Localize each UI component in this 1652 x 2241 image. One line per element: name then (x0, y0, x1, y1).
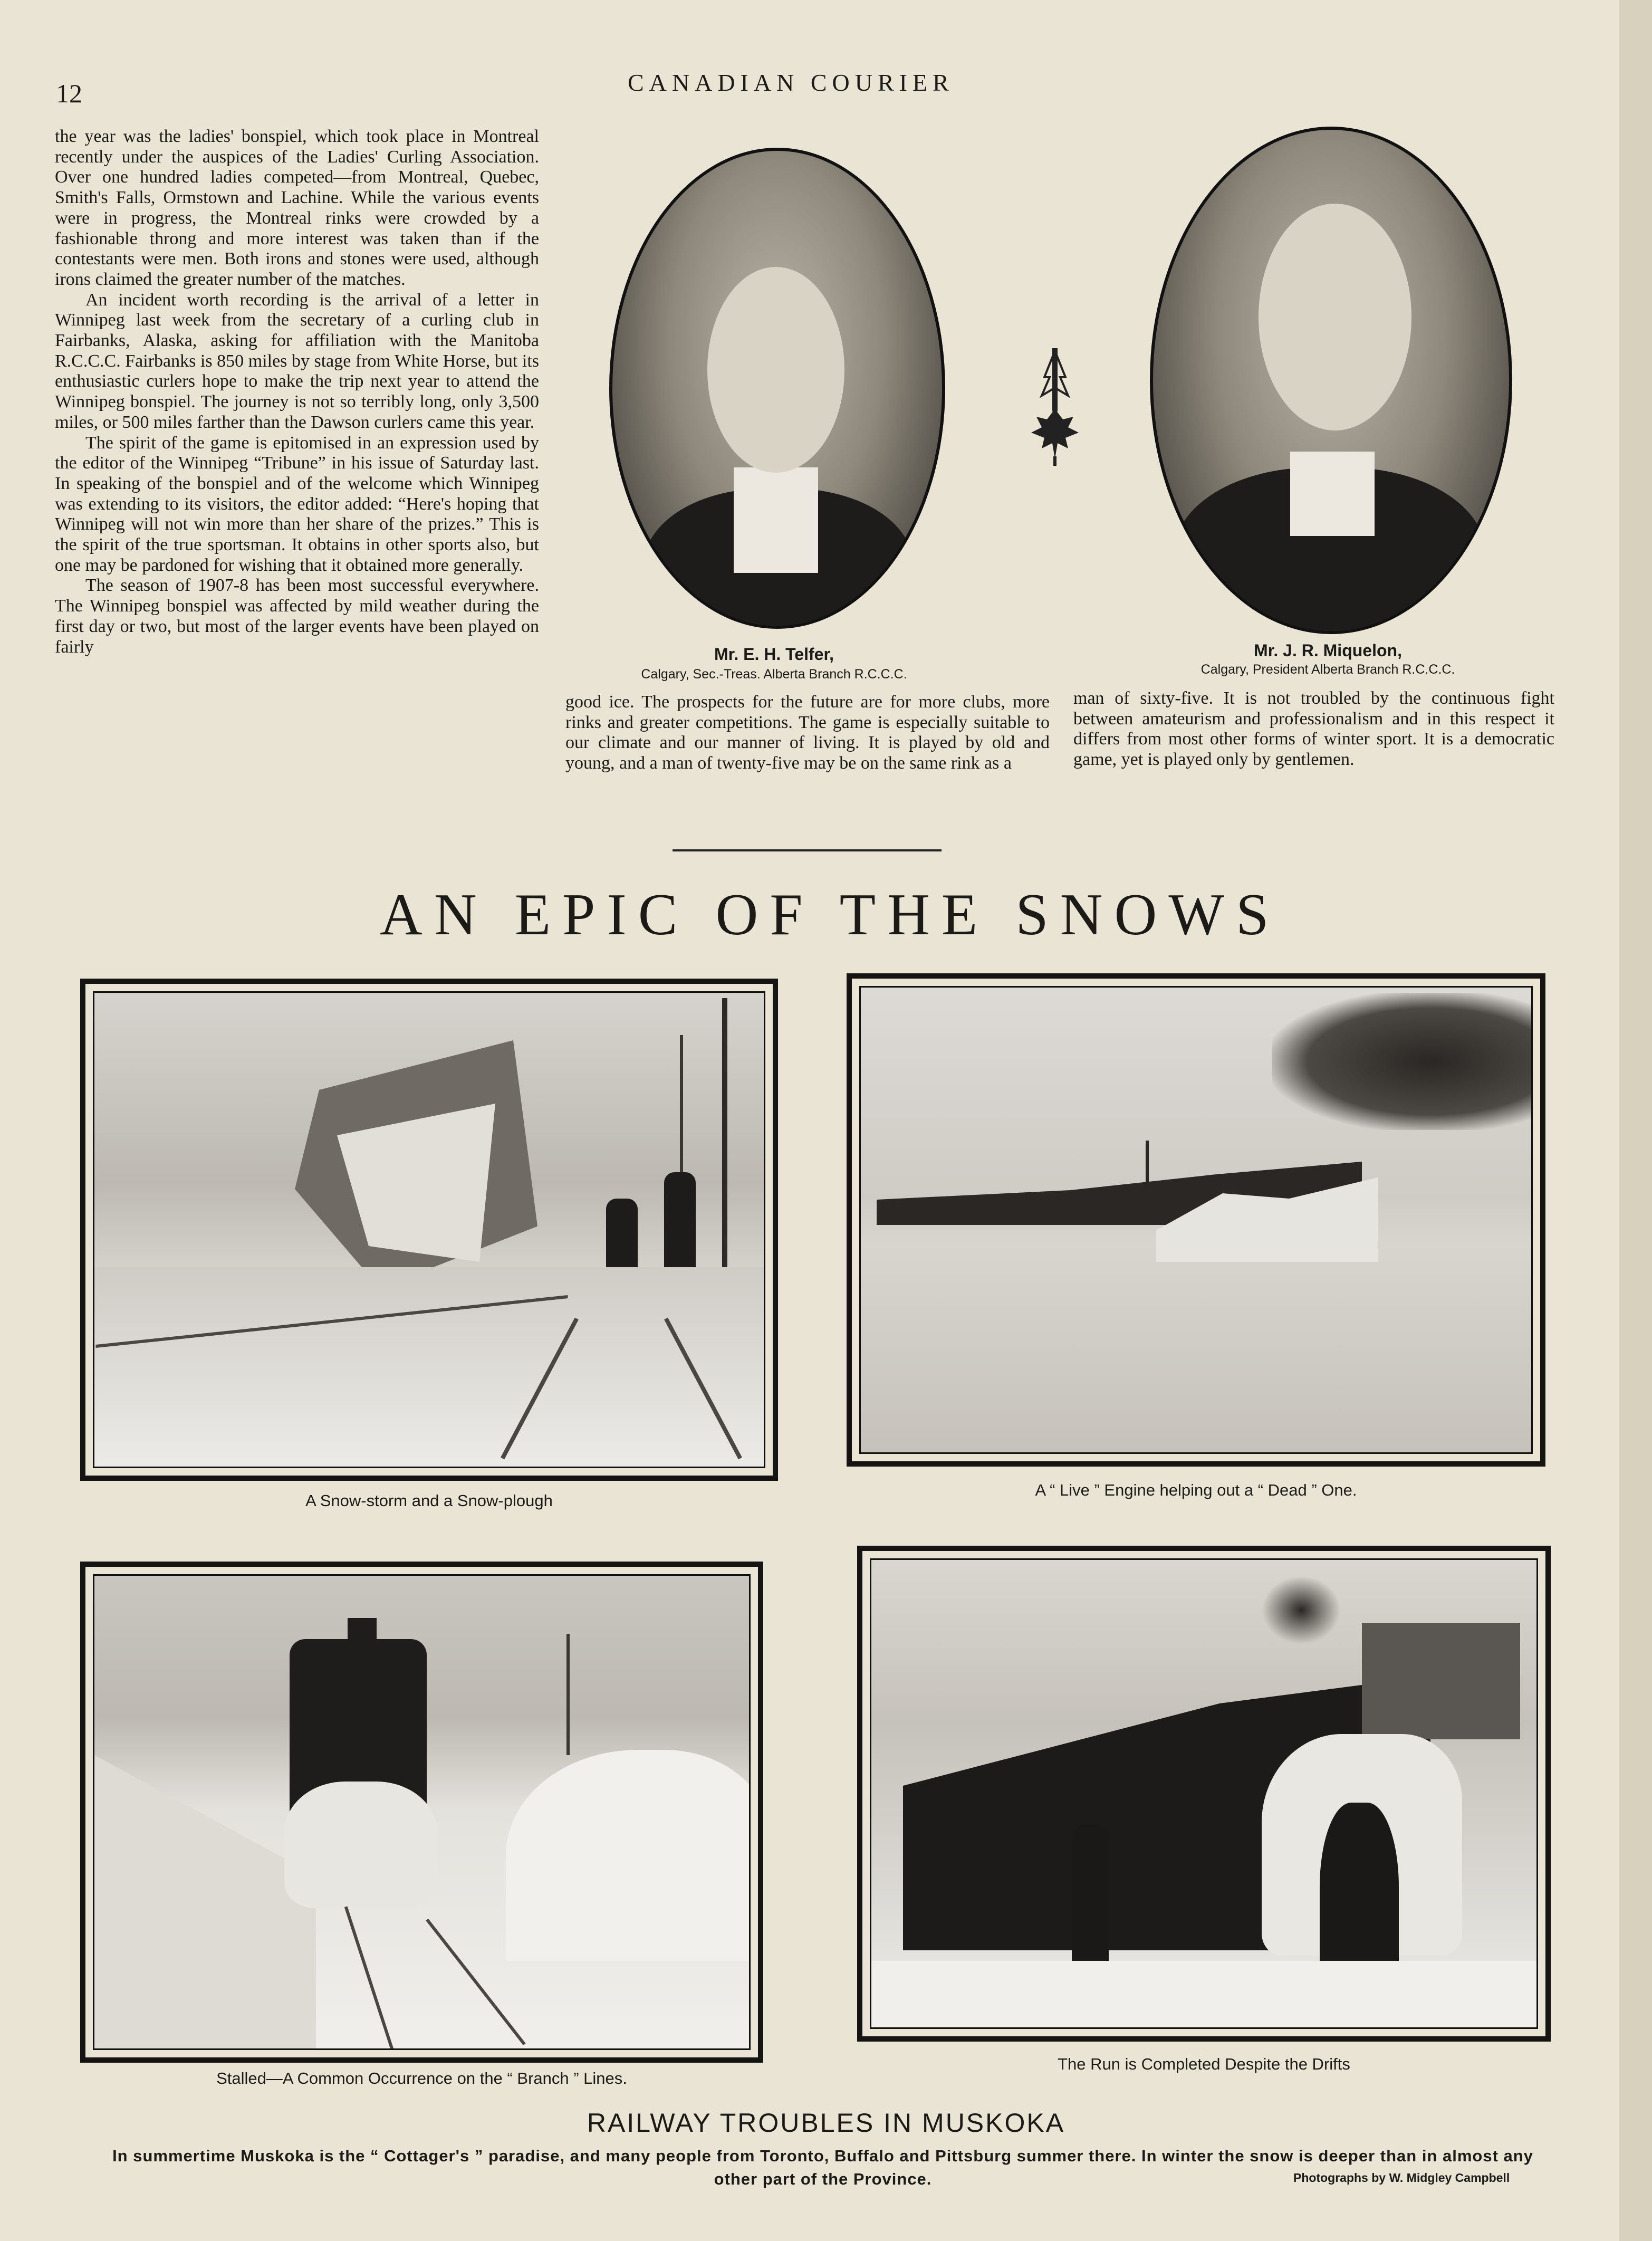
feature-blurb: In summertime Muskoka is the “ Cottager's ” paradise, and many people from Toronto, Buffalo and Pittsburg summer there. In winter the snow is deeper than in almost any other part of the Province. (112, 2147, 1533, 2188)
portrait-miquelon (1150, 127, 1512, 634)
photo-caption: The Run is Completed Despite the Drifts (1058, 2055, 1350, 2073)
paragraph: An incident worth recording is the arrival of a letter in Winnipeg last week from the secretary of a curling club in Fairbanks, Alaska, asking for affiliation with the Manitoba R.C.C.C. Fairbanks is 850 miles by stage from White Horse, but its enthusiastic curlers hope to make the trip next year to attend the Winnipeg bonspiel. The journey is not so terribly long, only 3,500 miles, or 500 miles farther than the Dawson curlers came this year. (55, 290, 539, 432)
paragraph: good ice. The prospects for the future are for more clubs, more rinks and greater competitions. The game is especially suitable to our climate and our manner of living. It is played by old and young, and a man of twenty-five may be on the same rink as a (565, 692, 1050, 773)
portrait-name: Mr. E. H. Telfer, (714, 645, 834, 664)
portrait-title: Calgary, President Alberta Branch R.C.C.C. (1200, 662, 1455, 677)
middle-column (565, 692, 1050, 774)
paragraph: man of sixty-five. It is not troubled by the continuous fight between amateurism and professionalism and in this respect it differs from most other forms of winter sport. It is a democratic game, yet is played only by gentlemen. (1073, 688, 1554, 770)
portrait-name: Mr. J. R. Miquelon, (1254, 641, 1402, 660)
paragraph: the year was the ladies' bonspiel, which took place in Montreal recently under the auspices of the Ladies' Curling Association. Over one hundred ladies competed—from Montreal, Quebec, Smith's Falls, Ormstown and Lachine. While the various events were in progress, the Montreal rinks were crowded by a fashionable throng and more interest was taken than if the contestants were men. Both irons and stones were used, although irons claimed the greater number of the matches. (55, 127, 539, 289)
photo-stalled (80, 1562, 763, 2063)
page-edge (1619, 0, 1652, 2241)
paragraph: The spirit of the game is epitomised in an expression used by the editor of the Winnipeg “Tribune” in his issue of Saturday last. In speaking of the bonspiel and of the welcome which Winnipeg was extending to its visitors, the editor added: “Here's hoping that Winnipeg will not win more than her share of the prizes.” This is the spirit of the true sportsman. It obtains in other sports also, but one may be pardoned for wishing that it obtained more generally. (55, 433, 539, 575)
page-number: 12 (56, 79, 82, 108)
paragraph: The season of 1907-8 has been most successful everywhere. The Winnipeg bonspiel was affected by mild weather during the first day or two, but most of the larger events have been played on fairly (55, 576, 539, 657)
photo-snow-plough (80, 979, 778, 1481)
left-column (55, 127, 539, 657)
maple-leaf-ornament (1026, 346, 1084, 467)
feature-heading: AN EPIC OF THE SNOWS (380, 882, 1281, 947)
right-column (1073, 688, 1554, 770)
photo-credit: Photographs by W. Midgley Campbell (1293, 2171, 1510, 2185)
running-head: CANADIAN COURIER (628, 69, 954, 96)
section-rule (673, 849, 942, 851)
photo-caption: Stalled—A Common Occurrence on the “ Branch ” Lines. (216, 2069, 627, 2087)
section-sub-heading: RAILWAY TROUBLES IN MUSKOKA (587, 2108, 1065, 2138)
photo-caption: A “ Live ” Engine helping out a “ Dead ” One. (1035, 1481, 1357, 1499)
portrait-title: Calgary, Sec.-Treas. Alberta Branch R.C.C.C. (641, 667, 907, 682)
photo-run-completed (857, 1546, 1551, 2042)
photo-live-engine (847, 973, 1545, 1467)
portrait-telfer (609, 148, 945, 629)
photo-caption: A Snow-storm and a Snow-plough (305, 1491, 553, 1510)
